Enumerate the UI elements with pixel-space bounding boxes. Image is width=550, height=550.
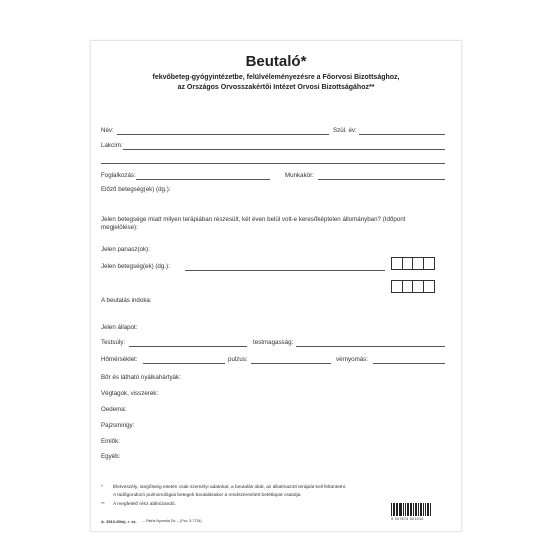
current-status-label: Jelen állapot:	[101, 324, 138, 331]
referral-form-page	[90, 40, 462, 532]
pulse-field[interactable]	[251, 363, 331, 364]
skin-label: Bőr és látható nyálkahártyák:	[101, 374, 181, 381]
temperature-field[interactable]	[143, 363, 225, 364]
other-label: Egyéb:	[101, 453, 121, 460]
blood-pressure-field[interactable]	[373, 363, 445, 364]
current-diagnosis-field[interactable]	[185, 270, 385, 271]
pulse-label: pulzus:	[228, 356, 248, 363]
weight-label: Testsúly:	[101, 339, 126, 346]
footnote-1: Életveszély, sürgősség esetén csak személyi adatokat, a beutalás okát, az alkalmazott terápiát kell feltüntetni.	[113, 485, 347, 490]
footnote-mark-1: *	[101, 485, 103, 490]
job-label: Munkakör:	[285, 172, 314, 179]
footnote-mark-2: **	[101, 502, 105, 507]
oedema-label: Oedema:	[101, 406, 127, 413]
form-code: A. 3510-89/új. r. sz.	[101, 519, 137, 524]
referral-reason-label: A beutalás indoka:	[101, 297, 152, 304]
form-subtitle-line-2: az Országos Orvosszakértői Intézet Orvosi Bizottságához**	[177, 84, 375, 91]
footnote-1b: A tüdőgondozó pulmonológiai betegek beutalásakor a rendszeresített betétlapot csatolja.	[113, 493, 302, 498]
birth-year-label: Szül. év:	[333, 127, 357, 134]
job-field[interactable]	[318, 179, 445, 180]
name-label: Név:	[101, 127, 114, 134]
address-field[interactable]	[123, 149, 445, 150]
occupation-label: Foglalkozás:	[101, 172, 136, 179]
diagnosis-code-box-2[interactable]	[391, 280, 435, 293]
complaints-label: Jelen panasz(ok):	[101, 246, 150, 253]
birth-year-field[interactable]	[359, 134, 445, 135]
height-label: testmagasság:	[253, 339, 294, 346]
barcode-number: 5 997674 521010	[391, 517, 424, 521]
weight-field[interactable]	[129, 346, 247, 347]
temperature-label: Hőmérséklet:	[101, 356, 138, 363]
address-label: Lakcím:	[101, 142, 123, 149]
address-field-continued[interactable]	[101, 163, 445, 164]
current-diagnosis-label: Jelen betegség(ek) (dg.):	[101, 263, 170, 270]
publisher: – Pátria Nyomda Zrt. – (Fsz: 3-7734)	[143, 519, 202, 523]
occupation-field[interactable]	[136, 179, 270, 180]
name-field[interactable]	[117, 134, 329, 135]
form-title: Beutaló*	[245, 53, 307, 70]
form-subtitle-line-1: fekvőbeteg-gyógyintézetbe, felülvéleményezésre a Főorvosi Bizottsághoz,	[152, 74, 400, 81]
height-field[interactable]	[296, 346, 445, 347]
blood-pressure-label: vérnyomás:	[336, 356, 368, 363]
breasts-label: Emlők:	[101, 438, 120, 445]
footnote-2: A megfelelő rész aláhúzandó.	[113, 502, 176, 507]
current-illness-question: Jelen betegsége miatt milyen terápiában részesült, két éven belül volt-e keresőképtelen állományban? (Időpont megjelölése):	[101, 216, 406, 231]
limbs-label: Végtagok, visszerek:	[101, 390, 159, 397]
thyroid-label: Pajzsmirigy:	[101, 422, 135, 429]
diagnosis-code-box-1[interactable]	[391, 257, 435, 270]
previous-illness-label: Előző betegség(ek) (dg.):	[101, 186, 171, 193]
